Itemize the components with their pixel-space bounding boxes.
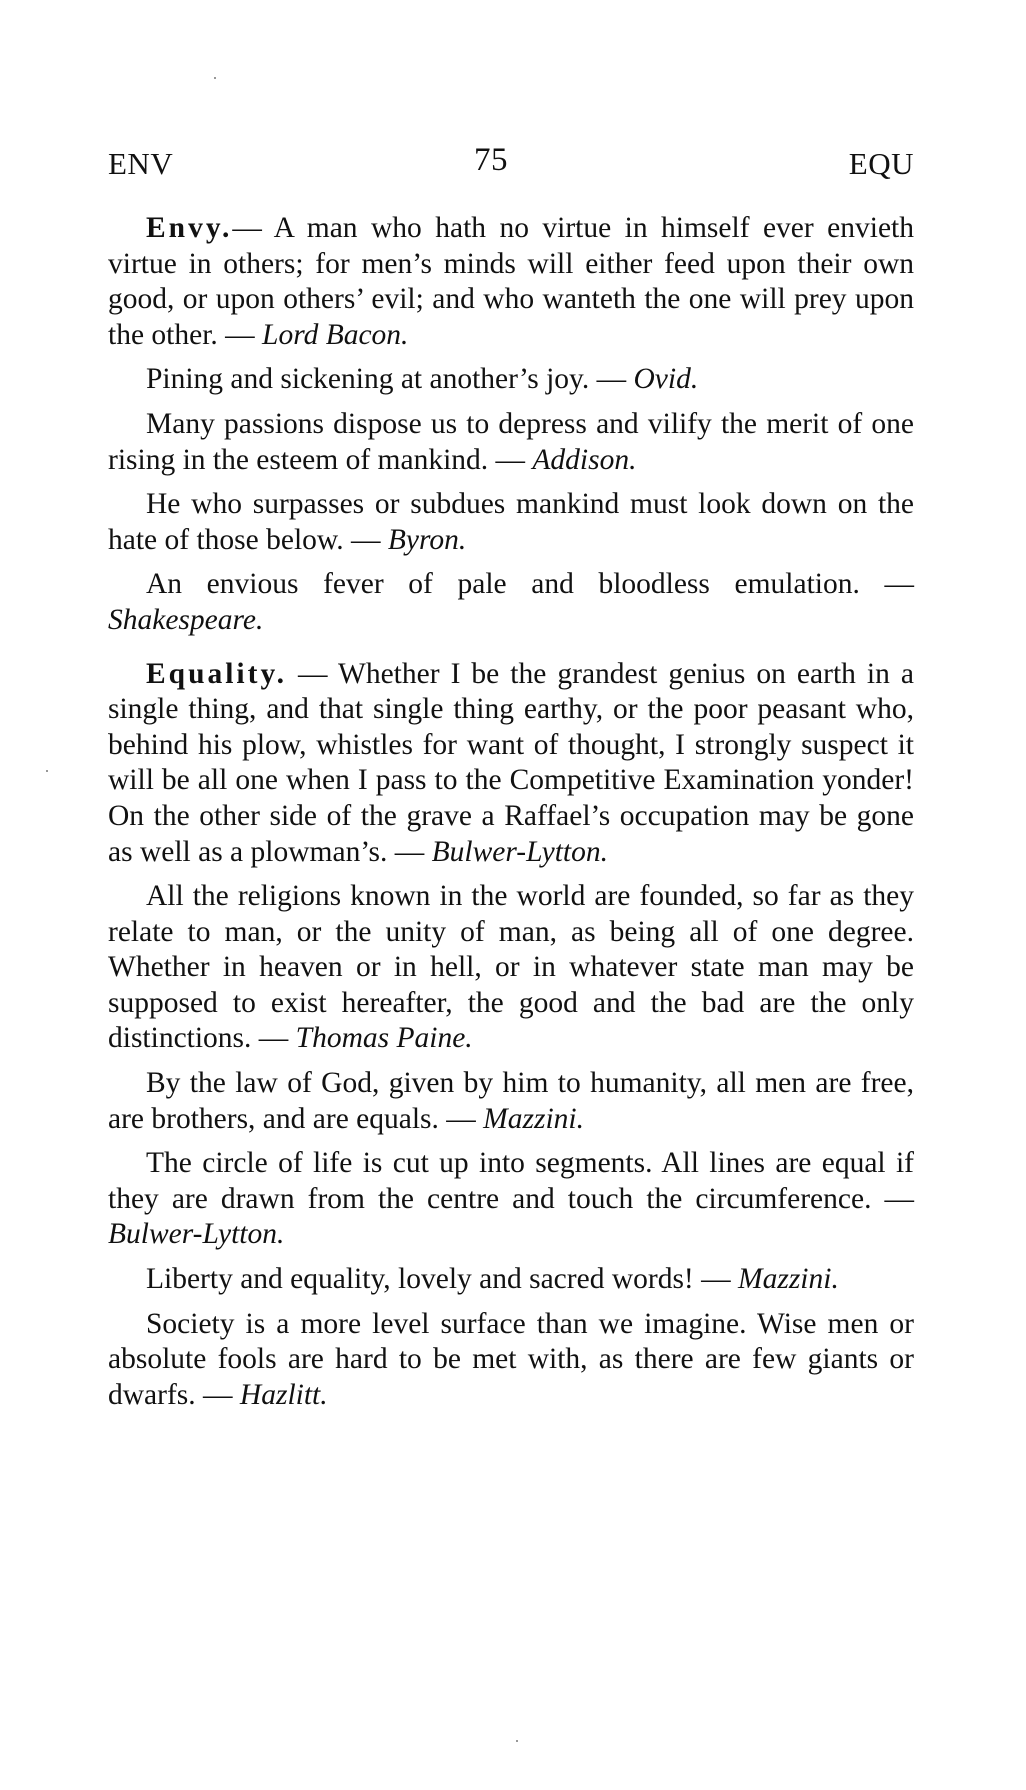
quote-text: The circle of life is cut up into segments. All lines are equal if they are drawn from the centre and touch the circumference. — <box>108 1147 914 1215</box>
quote-envy-ovid <box>108 362 914 398</box>
quote-text: Liberty and equality, lovely and sacred words! — <box>146 1263 739 1296</box>
running-head-right: EQU <box>848 146 914 181</box>
print-speck <box>516 1740 518 1742</box>
quote-author: Hazlitt. <box>239 1378 328 1411</box>
quote-author: Mazzini. <box>738 1263 839 1296</box>
entry-heading-equality: Equality. <box>146 657 287 690</box>
quote-author: Mazzini. <box>483 1102 584 1135</box>
page-body <box>108 211 914 1422</box>
quote-author: Lord Bacon. <box>262 318 409 351</box>
quote-envy-shakespeare <box>108 567 914 638</box>
book-page <box>108 0 914 1790</box>
quote-text: Pining and sickening at another’s joy. — <box>146 363 634 396</box>
quote-author: Shakespeare. <box>108 603 264 636</box>
quote-equality-mazzini <box>108 1066 914 1137</box>
quote-author: Ovid. <box>633 363 699 396</box>
quote-envy-addison <box>108 407 914 478</box>
quote-text: Many passions dispose us to depress and vilify the merit of one rising in the esteem of mankind. — <box>108 407 914 476</box>
quote-text: — A man who hath no virtue in himself ever envieth virtue in others; for men’s minds will either feed upon their own good, or upon others’ evil; and who wanteth the one will prey upon the other. — <box>108 212 914 351</box>
quote-author: Bulwer-Lytton. <box>108 1218 285 1251</box>
quote-text: — Whether I be the grandest genius on earth in a single thing, and that single thing earthy, or the poor peasant who, behind his plow, whistles for want of thought, I strongly suspect it will be all one when I pass to the Competitive Examination yonder! On the other side of the grave a Raffael’s occupation may be gone as well as a plowman’s. — <box>108 657 914 868</box>
quote-equality-mazzini-liberty <box>108 1262 914 1298</box>
quote-text: An envious fever of pale and bloodless emulation. — <box>146 568 914 601</box>
print-speck <box>214 77 216 79</box>
quote-author: Thomas Paine. <box>295 1022 473 1055</box>
page-number: 75 <box>474 142 508 178</box>
quote-author: Bulwer-Lytton. <box>431 835 608 868</box>
quote-text: Society is a more level surface than we imagine. Wise men or absolute fools are hard to be met with, as there are few giants or dwarfs. — <box>108 1307 914 1411</box>
quote-envy-bacon <box>108 211 914 353</box>
quote-text: By the law of God, given by him to humanity, all men are free, are brothers, and are equals. — <box>108 1067 914 1135</box>
quote-text: He who surpasses or subdues mankind must look down on the hate of those below. — <box>108 488 914 556</box>
running-head-left: ENV <box>108 146 174 181</box>
print-speck <box>46 770 48 772</box>
quote-equality-bulwer-circle <box>108 1146 914 1253</box>
quote-text: All the religions known in the world are founded, so far as they relate to man, or the unity of man, as being all of one degree. Whether in heaven or in hell, or in whatever state man may be supposed to exist hereafter, the good and the bad are the only distinctions. — <box>108 880 914 1055</box>
running-head <box>108 142 914 186</box>
quote-author: Addison. <box>532 443 637 476</box>
quote-equality-paine <box>108 879 914 1057</box>
quote-envy-byron <box>108 487 914 558</box>
entry-heading-envy: Envy. <box>146 212 233 244</box>
quote-equality-bulwer <box>108 657 914 871</box>
quote-equality-hazlitt <box>108 1307 914 1414</box>
quote-author: Byron. <box>387 523 467 556</box>
